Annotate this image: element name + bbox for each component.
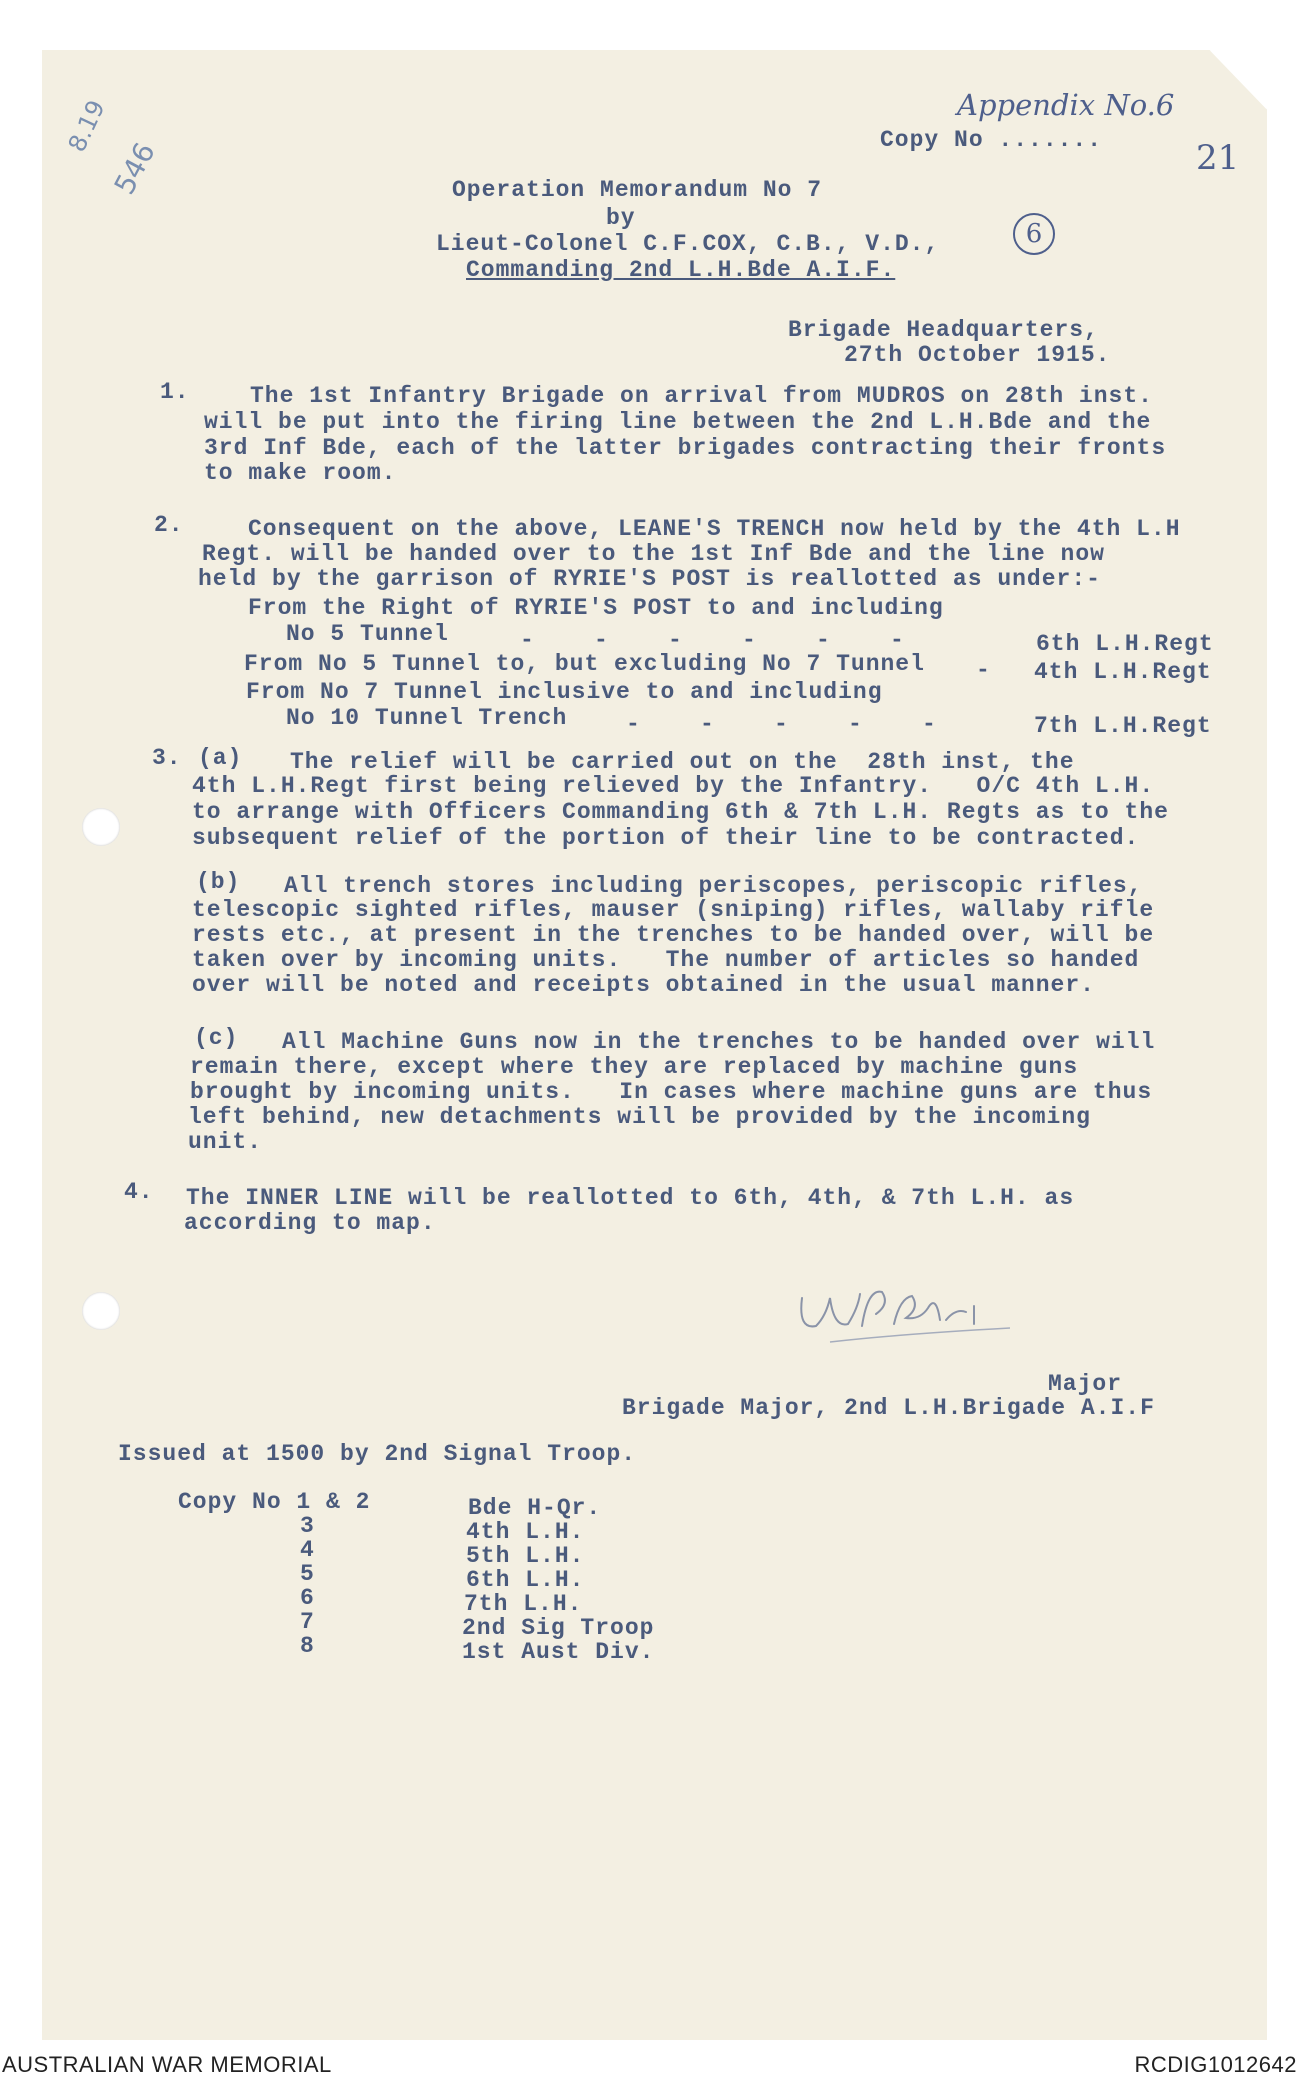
para-2-line: held by the garrison of RYRIE'S POST is reallotted as under:- <box>198 566 1101 592</box>
para-1-number: 1. <box>160 379 190 405</box>
para-3b-line: telescopic sighted rifles, mauser (sniping) rifles, wallaby rifle <box>192 897 1155 923</box>
distribution-copy: 7 <box>300 1609 315 1635</box>
issued-line: Issued at 1500 by 2nd Signal Troop. <box>118 1441 637 1467</box>
circled-number: 6 <box>1013 213 1055 255</box>
para-3b-line: taken over by incoming units. The number of articles so handed <box>192 947 1140 973</box>
punch-hole <box>82 1292 120 1330</box>
signature-scribble <box>790 1268 1020 1348</box>
para-3-number: 3. <box>152 745 182 771</box>
dash-leader: - - - - - - <box>520 627 905 653</box>
distribution-copy: Copy No 1 & 2 <box>178 1489 371 1515</box>
appendix-annotation: Appendix No.6 <box>957 88 1175 122</box>
page-number: 21 <box>1196 138 1240 178</box>
para-3c-label: (c) <box>194 1025 239 1051</box>
para-3b-label: (b) <box>196 869 241 895</box>
allocation-description: From No 5 Tunnel to, but excluding No 7 Tunnel <box>244 651 925 677</box>
para-4-line: according to map. <box>184 1210 436 1236</box>
para-3a-line: subsequent relief of the portion of their line to be contracted. <box>192 825 1140 851</box>
para-2-line: Regt. will be handed over to the 1st Inf Bde and the line now <box>202 541 1105 567</box>
para-3a-label: (a) <box>198 745 243 771</box>
allocation-regiment: 4th L.H.Regt <box>1034 659 1212 685</box>
para-3c-line: left behind, new detachments will be provided by the incoming <box>188 1104 1091 1130</box>
pencil-reference: 8.19 <box>62 95 111 157</box>
para-3a-line: to arrange with Officers Commanding 6th & 7th L.H. Regts as to the <box>192 799 1169 825</box>
para-3a-line: 4th L.H.Regt first being relieved by the Infantry. O/C 4th L.H. <box>192 773 1155 799</box>
para-2-number: 2. <box>154 512 184 538</box>
allocation-regiment: 6th L.H.Regt <box>1036 631 1214 657</box>
punch-hole <box>82 808 120 846</box>
allocation-description: From No 7 Tunnel inclusive to and including <box>246 679 883 705</box>
para-3c-line: brought by incoming units. In cases where machine guns are thus <box>190 1079 1153 1105</box>
signatory-rank: Major <box>1048 1371 1123 1397</box>
distribution-copy: 4 <box>300 1537 315 1563</box>
dash-leader: - <box>976 657 991 683</box>
para-1-line: to make room. <box>204 460 397 486</box>
distribution-copy: 8 <box>300 1633 315 1659</box>
para-1-line: The 1st Infantry Brigade on arrival from MUDROS on 28th inst. <box>250 383 1153 409</box>
allocation-description: No 10 Tunnel Trench <box>286 705 568 731</box>
allocation-regiment: 7th L.H.Regt <box>1034 713 1212 739</box>
para-1-line: 3rd Inf Bde, each of the latter brigades contracting their fronts <box>204 435 1167 461</box>
footer-archive: AUSTRALIAN WAR MEMORIAL <box>2 2052 332 2077</box>
dash-leader: - - - - - <box>626 711 937 737</box>
para-1-line: will be put into the firing line between the 2nd L.H.Bde and the <box>204 409 1152 435</box>
distribution-recipient: 7th L.H. <box>464 1591 583 1617</box>
signatory-appointment: Brigade Major, 2nd L.H.Brigade A.I.F <box>622 1395 1155 1421</box>
para-3b-line: All trench stores including periscopes, periscopic rifles, <box>284 873 1143 899</box>
distribution-copy: 3 <box>300 1513 315 1539</box>
memo-command: Commanding 2nd L.H.Bde A.I.F. <box>466 257 896 283</box>
para-3b-line: over will be noted and receipts obtained in the usual manner. <box>192 972 1095 998</box>
para-3c-line: All Machine Guns now in the trenches to be handed over will <box>282 1029 1156 1055</box>
distribution-copy: 6 <box>300 1585 315 1611</box>
para-4-number: 4. <box>124 1179 154 1205</box>
distribution-copy: 5 <box>300 1561 315 1587</box>
allocation-description: No 5 Tunnel <box>286 621 449 647</box>
memo-location: Brigade Headquarters, <box>788 317 1099 343</box>
distribution-recipient: 6th L.H. <box>466 1567 585 1593</box>
distribution-recipient: Bde H-Qr. <box>468 1495 602 1521</box>
para-3c-line: remain there, except where they are replaced by machine guns <box>190 1054 1079 1080</box>
memo-author: Lieut-Colonel C.F.COX, C.B., V.D., <box>436 231 940 257</box>
para-4-line: The INNER LINE will be reallotted to 6th, 4th, & 7th L.H. as <box>186 1185 1075 1211</box>
memo-by: by <box>606 205 636 231</box>
distribution-recipient: 1st Aust Div. <box>462 1639 655 1665</box>
distribution-recipient: 4th L.H. <box>466 1519 585 1545</box>
stamp-number: 546 <box>107 137 162 200</box>
allocation-description: From the Right of RYRIE'S POST to and including <box>248 595 944 621</box>
copy-number: Copy No ....... <box>880 127 1103 153</box>
footer-reference: RCDIG1012642 <box>1134 2052 1297 2077</box>
distribution-recipient: 5th L.H. <box>466 1543 585 1569</box>
para-2-line: Consequent on the above, LEANE'S TRENCH now held by the 4th L.H <box>248 516 1181 542</box>
distribution-recipient: 2nd Sig Troop <box>462 1615 655 1641</box>
memo-date: 27th October 1915. <box>844 342 1111 368</box>
memo-title: Operation Memorandum No 7 <box>452 177 823 203</box>
para-3c-line: unit. <box>188 1129 263 1155</box>
para-3b-line: rests etc., at present in the trenches to be handed over, will be <box>192 922 1155 948</box>
para-3a-line: The relief will be carried out on the 28th inst, the <box>290 749 1075 775</box>
